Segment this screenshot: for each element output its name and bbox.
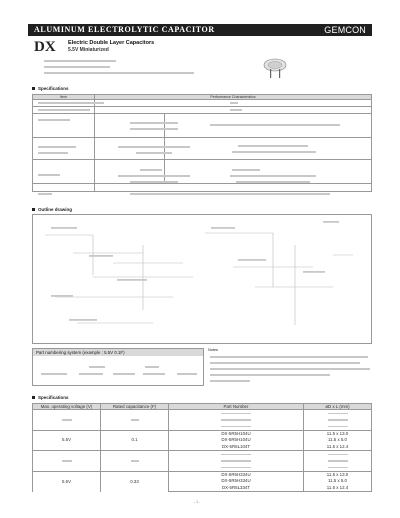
selection-table (32, 403, 372, 492)
notes-heading: Notes (208, 348, 218, 352)
cell-capacitance: 0.1 (101, 430, 169, 451)
table-row (33, 430, 372, 437)
cell-part-number: DX-5R5H334U (169, 478, 304, 485)
table-row (33, 471, 372, 478)
col-header-capacitance: Rated capacitance (F) (101, 404, 169, 410)
outline-drawing-svg (33, 215, 373, 345)
capacitor-image (262, 56, 288, 80)
notes-block (208, 348, 372, 354)
cell-capacitance: 0.33 (101, 471, 169, 492)
cell-size: 11.5 x 13.0 (304, 430, 372, 437)
section-specifications: Specifications (32, 86, 69, 91)
brand-logo: GEMCON (324, 24, 366, 35)
cell-part-number: DX-5R5H334U (169, 471, 304, 478)
cell-size: 11.5 x 5.0 (304, 437, 372, 444)
header-bar (28, 24, 372, 36)
table-row (33, 451, 372, 458)
outline-drawing (32, 214, 372, 344)
cell-size: 11.5 x 12.4 (304, 485, 372, 492)
col-header-part-number: Part Number (169, 404, 304, 410)
cell-part-number: DX-5R5H104U (169, 437, 304, 444)
product-subtitle-2: 5.5V Miniaturized (68, 47, 109, 53)
page-number: - 1 - (194, 500, 201, 504)
cell-part-number: DX-5R5H104U (169, 430, 304, 437)
cell-part-number: DX-5R5L104T (169, 444, 304, 451)
col-header-size: øD x L (mm) (304, 404, 372, 410)
col-header-voltage: Max. operating voltage (V) (33, 404, 101, 410)
spec-row (33, 114, 95, 138)
series-name: DX (34, 39, 56, 55)
cell-size: 11.5 x 12.4 (304, 444, 372, 451)
spec-row (33, 184, 95, 192)
cell-size: 11.5 x 13.0 (304, 471, 372, 478)
cell-size: 11.5 x 5.0 (304, 478, 372, 485)
product-subtitle: Electric Double Layer Capacitors (68, 40, 155, 46)
document-title: ALUMINUM ELECTROLYTIC CAPACITOR (34, 25, 215, 35)
table-row (33, 410, 372, 417)
spec-header-item: Item (33, 95, 95, 100)
spec-row (33, 138, 95, 160)
section-outline: Outline drawing (32, 207, 72, 212)
section-selection: Specifications (32, 395, 69, 400)
spec-row (33, 160, 95, 184)
cell-part-number: DX-5R5L334T (169, 485, 304, 492)
spec-header-performance: Performance Characteristics (95, 95, 372, 100)
part-numbering-box (32, 348, 204, 386)
cell-voltage: 5.5V (33, 430, 101, 451)
cell-voltage: 5.5V (33, 471, 101, 492)
part-numbering-title: Part numbering system (example : 5.5V 0.1F) (33, 349, 203, 356)
